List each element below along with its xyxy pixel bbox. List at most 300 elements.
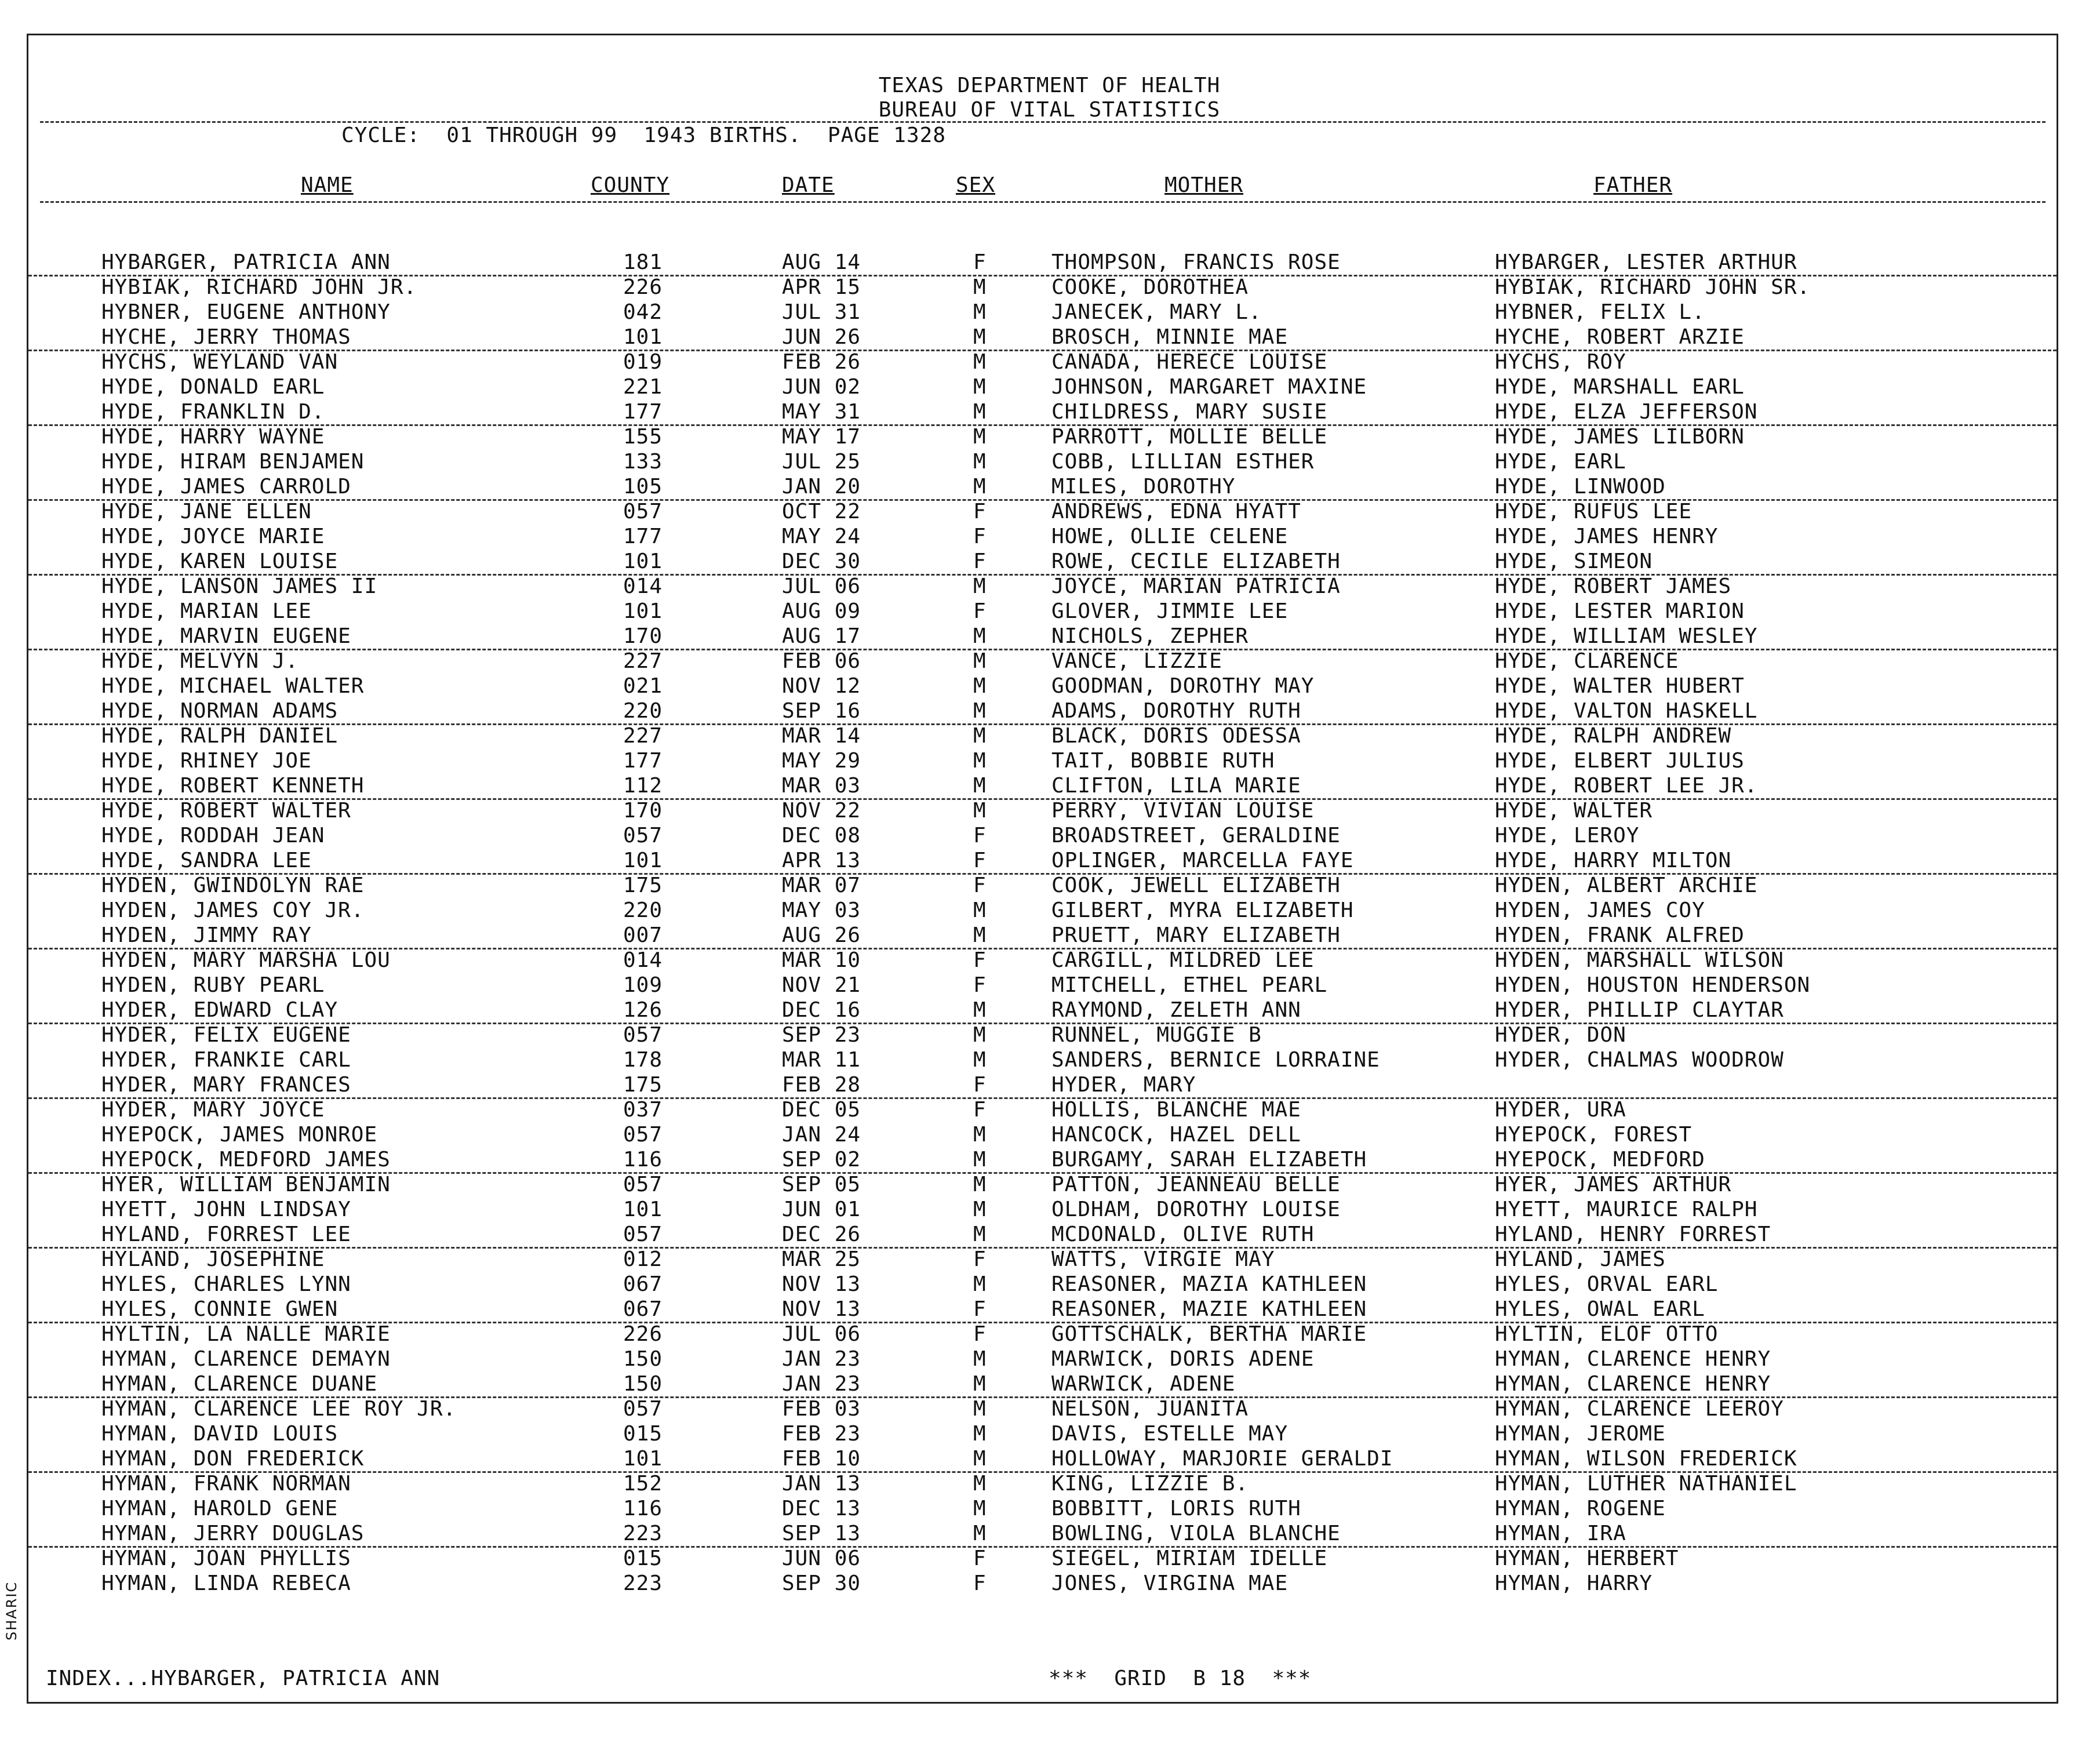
cell-father: HYBNER, FELIX L.: [1495, 300, 1705, 324]
cell-name: HYDE, MARIAN LEE: [101, 599, 312, 623]
cell-sex: M: [973, 300, 987, 324]
cell-name: HYETT, JOHN LINDSAY: [101, 1198, 351, 1221]
cell-mother: ANDREWS, EDNA HYATT: [1051, 500, 1301, 523]
cell-county: 150: [623, 1372, 663, 1396]
cell-name: HYDE, ROBERT WALTER: [101, 799, 351, 823]
cell-county: 150: [623, 1347, 663, 1371]
cell-name: HYMAN, CLARENCE DEMAYN: [101, 1347, 391, 1371]
cell-mother: MILES, DOROTHY: [1051, 475, 1236, 499]
table-row: [28, 549, 2057, 576]
cell-sex: F: [973, 1297, 987, 1321]
cell-date: DEC 13: [782, 1497, 861, 1520]
cell-date: FEB 10: [782, 1447, 861, 1471]
cell-county: 170: [623, 799, 663, 823]
cell-name: HYDE, NORMAN ADAMS: [101, 699, 339, 723]
table-row: [28, 923, 2057, 949]
table-row: [28, 1471, 2057, 1496]
cell-father: HYDE, HARRY MILTON: [1495, 849, 1732, 872]
cell-date: JAN 13: [782, 1472, 861, 1496]
cell-date: SEP 05: [782, 1173, 861, 1196]
cell-mother: ROWE, CECILE ELIZABETH: [1051, 550, 1341, 573]
cell-name: HYDER, EDWARD CLAY: [101, 998, 339, 1022]
cell-father: HYDER, URA: [1495, 1098, 1626, 1122]
cell-name: HYMAN, HAROLD GENE: [101, 1497, 339, 1520]
table-row: [28, 624, 2057, 650]
cell-mother: BURGAMY, SARAH ELIZABETH: [1051, 1148, 1367, 1172]
table-row: [28, 773, 2057, 800]
cell-county: 226: [623, 1322, 663, 1346]
cell-county: 105: [623, 475, 663, 499]
cell-county: 101: [623, 325, 663, 349]
cell-date: OCT 22: [782, 500, 861, 523]
cell-county: 175: [623, 1073, 663, 1097]
cell-name: HYDE, HARRY WAYNE: [101, 425, 325, 449]
cell-mother: HOLLOWAY, MARJORIE GERALDI: [1051, 1447, 1393, 1471]
cell-name: HYBIAK, RICHARD JOHN JR.: [101, 275, 417, 299]
table-row: [28, 798, 2057, 823]
cell-sex: F: [973, 1547, 987, 1570]
cell-sex: M: [973, 1347, 987, 1371]
cell-date: APR 13: [782, 849, 861, 872]
cell-sex: F: [973, 1571, 987, 1595]
cell-date: MAR 25: [782, 1247, 861, 1271]
cell-date: JAN 23: [782, 1347, 861, 1371]
cell-mother: VANCE, LIZZIE: [1051, 649, 1222, 673]
column-header-name: NAME: [301, 173, 354, 197]
cell-date: FEB 26: [782, 350, 861, 374]
cell-mother: WATTS, VIRGIE MAY: [1051, 1247, 1275, 1271]
cycle-line: CYCLE: 01 THROUGH 99 1943 BIRTHS. PAGE 1328: [341, 123, 946, 147]
cell-mother: NICHOLS, ZEPHER: [1051, 624, 1249, 648]
cell-county: 112: [623, 774, 663, 798]
cell-mother: BOWLING, VIOLA BLANCHE: [1051, 1522, 1341, 1545]
cell-mother: WARWICK, ADENE: [1051, 1372, 1236, 1396]
cell-name: HYLES, CONNIE GWEN: [101, 1297, 339, 1321]
cell-father: HYDE, ROBERT LEE JR.: [1495, 774, 1758, 798]
cell-date: JUN 01: [782, 1198, 861, 1221]
cell-mother: SANDERS, BERNICE LORRAINE: [1051, 1048, 1380, 1072]
table-row: [28, 599, 2057, 624]
table-row: [28, 1322, 2057, 1347]
cell-sex: F: [973, 1098, 987, 1122]
cell-sex: M: [973, 1497, 987, 1520]
table-row: [28, 873, 2057, 898]
cell-mother: JONES, VIRGINA MAE: [1051, 1571, 1289, 1595]
table-row: [28, 574, 2057, 599]
cell-sex: M: [973, 749, 987, 773]
cell-date: NOV 12: [782, 674, 861, 698]
cell-father: HYMAN, IRA: [1495, 1522, 1626, 1545]
cell-father: HYDE, JAMES HENRY: [1495, 525, 1719, 548]
table-row: [28, 1097, 2057, 1122]
cell-sex: M: [973, 1148, 987, 1172]
cell-name: HYDE, KAREN LOUISE: [101, 550, 339, 573]
cell-sex: M: [973, 1522, 987, 1545]
cell-name: HYDEN, RUBY PEARL: [101, 973, 325, 997]
cell-name: HYDER, MARY JOYCE: [101, 1098, 325, 1122]
cell-father: HYDE, EARL: [1495, 450, 1626, 474]
cell-sex: F: [973, 1322, 987, 1346]
table-row: [28, 449, 2057, 474]
cell-mother: CHILDRESS, MARY SUSIE: [1051, 400, 1328, 424]
cell-name: HYEPOCK, JAMES MONROE: [101, 1123, 378, 1147]
cell-county: 227: [623, 649, 663, 673]
cell-name: HYDER, FRANKIE CARL: [101, 1048, 351, 1072]
cell-sex: M: [973, 1173, 987, 1196]
table-row: [28, 1247, 2057, 1272]
cell-county: 109: [623, 973, 663, 997]
cell-father: HYLAND, HENRY FORREST: [1495, 1223, 1771, 1246]
cell-county: 223: [623, 1522, 663, 1545]
cell-date: DEC 08: [782, 824, 861, 847]
cell-county: 101: [623, 550, 663, 573]
cell-county: 177: [623, 749, 663, 773]
cell-county: 067: [623, 1272, 663, 1296]
cell-county: 221: [623, 375, 663, 399]
cell-date: MAR 07: [782, 874, 861, 897]
cell-mother: GLOVER, JIMMIE LEE: [1051, 599, 1289, 623]
cell-county: 021: [623, 674, 663, 698]
cell-name: HYEPOCK, MEDFORD JAMES: [101, 1148, 391, 1172]
cell-date: JUN 06: [782, 1547, 861, 1570]
cell-sex: M: [973, 1447, 987, 1471]
cell-date: MAR 10: [782, 948, 861, 972]
cell-name: HYER, WILLIAM BENJAMIN: [101, 1173, 391, 1196]
cell-date: MAY 24: [782, 525, 861, 548]
cell-name: HYDE, JOYCE MARIE: [101, 525, 325, 548]
cell-county: 101: [623, 1447, 663, 1471]
cell-county: 116: [623, 1148, 663, 1172]
cell-county: 178: [623, 1048, 663, 1072]
cell-name: HYDER, MARY FRANCES: [101, 1073, 351, 1097]
cell-county: 116: [623, 1497, 663, 1520]
cell-mother: HYDER, MARY: [1051, 1073, 1196, 1097]
column-header-sex: SEX: [956, 173, 996, 197]
cell-father: HYMAN, HARRY: [1495, 1571, 1653, 1595]
cell-sex: M: [973, 724, 987, 748]
cell-sex: F: [973, 874, 987, 897]
cell-sex: M: [973, 475, 987, 499]
cell-mother: REASONER, MAZIE KATHLEEN: [1051, 1297, 1367, 1321]
cell-father: HYDE, VALTON HASKELL: [1495, 699, 1758, 723]
cell-father: HYDE, LINWOOD: [1495, 475, 1666, 499]
cell-name: HYDE, SANDRA LEE: [101, 849, 312, 872]
column-header-mother: MOTHER: [1164, 173, 1244, 197]
cell-sex: M: [973, 998, 987, 1022]
cell-county: 175: [623, 874, 663, 897]
cell-mother: MITCHELL, ETHEL PEARL: [1051, 973, 1328, 997]
cell-father: HYDE, ELBERT JULIUS: [1495, 749, 1745, 773]
cell-name: HYDER, FELIX EUGENE: [101, 1023, 351, 1047]
cell-county: 226: [623, 275, 663, 299]
cell-date: JUL 06: [782, 1322, 861, 1346]
cell-mother: PARROTT, MOLLIE BELLE: [1051, 425, 1328, 449]
cell-county: 181: [623, 250, 663, 274]
table-row: [28, 973, 2057, 998]
cell-name: HYDE, RALPH DANIEL: [101, 724, 339, 748]
cell-father: HYDEN, JAMES COY: [1495, 898, 1705, 922]
cell-date: NOV 22: [782, 799, 861, 823]
cell-sex: F: [973, 1073, 987, 1097]
cell-county: 126: [623, 998, 663, 1022]
table-row: [28, 1546, 2057, 1571]
cell-mother: BROADSTREET, GERALDINE: [1051, 824, 1341, 847]
cell-mother: KING, LIZZIE B.: [1051, 1472, 1249, 1496]
cell-mother: COBB, LILLIAN ESTHER: [1051, 450, 1315, 474]
index-footer: INDEX...HYBARGER, PATRICIA ANN: [46, 1667, 441, 1690]
table-row: [28, 250, 2057, 277]
cell-name: HYLAND, FORREST LEE: [101, 1223, 351, 1246]
cell-father: HYEPOCK, MEDFORD: [1495, 1148, 1705, 1172]
cell-date: JUN 02: [782, 375, 861, 399]
cell-county: 057: [623, 1123, 663, 1147]
table-row: [28, 948, 2057, 973]
cell-county: 220: [623, 898, 663, 922]
cell-name: HYMAN, CLARENCE LEE ROY JR.: [101, 1397, 457, 1421]
cell-mother: JANECEK, MARY L.: [1051, 300, 1262, 324]
table-row: [28, 1496, 2057, 1521]
cell-father: HYBIAK, RICHARD JOHN SR.: [1495, 275, 1811, 299]
cell-county: 014: [623, 574, 663, 598]
cell-county: 152: [623, 1472, 663, 1496]
cell-father: HYMAN, CLARENCE HENRY: [1495, 1347, 1771, 1371]
cell-mother: HOLLIS, BLANCHE MAE: [1051, 1098, 1301, 1122]
table-row: [28, 898, 2057, 923]
cell-county: 057: [623, 824, 663, 847]
cell-date: JUL 25: [782, 450, 861, 474]
cell-name: HYDEN, GWINDOLYN RAE: [101, 874, 365, 897]
cell-date: JAN 20: [782, 475, 861, 499]
document-frame: [27, 34, 2058, 1704]
cell-county: 170: [623, 624, 663, 648]
cell-sex: M: [973, 774, 987, 798]
cell-name: HYMAN, JOAN PHYLLIS: [101, 1547, 351, 1570]
cell-county: 015: [623, 1422, 663, 1446]
cell-date: APR 15: [782, 275, 861, 299]
cell-father: HYLES, OWAL EARL: [1495, 1297, 1705, 1321]
cell-county: 042: [623, 300, 663, 324]
cell-mother: MARWICK, DORIS ADENE: [1051, 1347, 1315, 1371]
cell-mother: OPLINGER, MARCELLA FAYE: [1051, 849, 1354, 872]
table-row: [28, 424, 2057, 449]
cell-mother: PERRY, VIVIAN LOUISE: [1051, 799, 1315, 823]
header-department: TEXAS DEPARTMENT OF HEALTH: [878, 74, 1221, 97]
table-row: [28, 1371, 2057, 1398]
cell-mother: BOBBITT, LORIS RUTH: [1051, 1497, 1301, 1520]
cell-sex: M: [973, 699, 987, 723]
cell-mother: MCDONALD, OLIVE RUTH: [1051, 1223, 1315, 1246]
cell-name: HYDE, MELVYN J.: [101, 649, 299, 673]
table-row: [28, 1172, 2057, 1197]
cell-date: AUG 26: [782, 923, 861, 947]
cell-date: SEP 30: [782, 1571, 861, 1595]
column-header-date: DATE: [782, 173, 835, 197]
cell-county: 101: [623, 599, 663, 623]
table-row: [28, 1347, 2057, 1371]
cell-mother: JOYCE, MARIAN PATRICIA: [1051, 574, 1341, 598]
cell-name: HYMAN, DAVID LOUIS: [101, 1422, 339, 1446]
cell-name: HYMAN, JERRY DOUGLAS: [101, 1522, 365, 1545]
cell-date: SEP 16: [782, 699, 861, 723]
table-row: [28, 1446, 2057, 1473]
cell-father: HYDEN, MARSHALL WILSON: [1495, 948, 1784, 972]
column-header-county: COUNTY: [591, 173, 670, 197]
cell-name: HYDEN, JAMES COY JR.: [101, 898, 365, 922]
cell-sex: M: [973, 1372, 987, 1396]
cell-father: HYDEN, FRANK ALFRED: [1495, 923, 1745, 947]
cell-date: DEC 30: [782, 550, 861, 573]
cell-mother: BROSCH, MINNIE MAE: [1051, 325, 1289, 349]
cell-date: JUL 31: [782, 300, 861, 324]
cell-father: HYLTIN, ELOF OTTO: [1495, 1322, 1719, 1346]
cell-father: HYDE, WALTER HUBERT: [1495, 674, 1745, 698]
cell-name: HYBARGER, PATRICIA ANN: [101, 250, 391, 274]
cell-father: HYDE, ROBERT JAMES: [1495, 574, 1732, 598]
cell-sex: F: [973, 525, 987, 548]
table-row: [28, 649, 2057, 674]
cell-date: NOV 21: [782, 973, 861, 997]
cell-county: 057: [623, 1173, 663, 1196]
cell-sex: M: [973, 574, 987, 598]
cell-name: HYMAN, DON FREDERICK: [101, 1447, 365, 1471]
cell-sex: M: [973, 799, 987, 823]
cell-mother: HANCOCK, HAZEL DELL: [1051, 1123, 1301, 1147]
cell-mother: DAVIS, ESTELLE MAY: [1051, 1422, 1289, 1446]
cell-date: FEB 28: [782, 1073, 861, 1097]
table-row: [28, 674, 2057, 698]
cell-date: MAR 11: [782, 1048, 861, 1072]
cell-father: HYBARGER, LESTER ARTHUR: [1495, 250, 1797, 274]
cell-mother: CANADA, HERECE LOUISE: [1051, 350, 1328, 374]
cell-mother: PATTON, JEANNEAU BELLE: [1051, 1173, 1341, 1196]
cell-name: HYBNER, EUGENE ANTHONY: [101, 300, 391, 324]
table-row: [28, 1272, 2057, 1297]
header-bureau: BUREAU OF VITAL STATISTICS: [878, 98, 1221, 122]
table-row: [28, 1297, 2057, 1323]
cell-mother: GILBERT, MYRA ELIZABETH: [1051, 898, 1354, 922]
cell-date: MAR 14: [782, 724, 861, 748]
cell-father: HYDEN, HOUSTON HENDERSON: [1495, 973, 1811, 997]
table-row: [28, 1122, 2057, 1147]
cell-sex: M: [973, 425, 987, 449]
cell-name: HYLAND, JOSEPHINE: [101, 1247, 325, 1271]
cell-mother: RAYMOND, ZELETH ANN: [1051, 998, 1301, 1022]
cell-mother: GOODMAN, DOROTHY MAY: [1051, 674, 1315, 698]
cell-county: 057: [623, 1023, 663, 1047]
cell-sex: F: [973, 973, 987, 997]
cell-name: HYCHS, WEYLAND VAN: [101, 350, 339, 374]
cell-father: HYLES, ORVAL EARL: [1495, 1272, 1719, 1296]
cell-sex: M: [973, 1123, 987, 1147]
cell-father: HYMAN, ROGENE: [1495, 1497, 1666, 1520]
cell-date: MAY 31: [782, 400, 861, 424]
table-row: [28, 1023, 2057, 1047]
cell-date: AUG 17: [782, 624, 861, 648]
table-row: [28, 1047, 2057, 1072]
cell-sex: F: [973, 500, 987, 523]
cell-sex: M: [973, 674, 987, 698]
cell-sex: M: [973, 1223, 987, 1246]
cell-sex: M: [973, 898, 987, 922]
cell-father: HYDER, CHALMAS WOODROW: [1495, 1048, 1784, 1072]
cell-county: 227: [623, 724, 663, 748]
cell-mother: COOK, JEWELL ELIZABETH: [1051, 874, 1341, 897]
table-row: [28, 325, 2057, 351]
cell-sex: F: [973, 599, 987, 623]
cell-sex: M: [973, 923, 987, 947]
cell-date: AUG 14: [782, 250, 861, 274]
cell-date: MAR 03: [782, 774, 861, 798]
cell-date: DEC 05: [782, 1098, 861, 1122]
cell-mother: BLACK, DORIS ODESSA: [1051, 724, 1301, 748]
cell-mother: SIEGEL, MIRIAM IDELLE: [1051, 1547, 1328, 1570]
cell-date: MAY 17: [782, 425, 861, 449]
cell-father: HYLAND, JAMES: [1495, 1247, 1666, 1271]
cell-sex: M: [973, 1397, 987, 1421]
cell-mother: CARGILL, MILDRED LEE: [1051, 948, 1315, 972]
cell-name: HYLES, CHARLES LYNN: [101, 1272, 351, 1296]
cell-sex: M: [973, 649, 987, 673]
cell-sex: M: [973, 1198, 987, 1221]
cell-mother: THOMPSON, FRANCIS ROSE: [1051, 250, 1341, 274]
cell-date: JUL 06: [782, 574, 861, 598]
cell-date: FEB 23: [782, 1422, 861, 1446]
table-row: [28, 1222, 2057, 1249]
cell-sex: M: [973, 1422, 987, 1446]
cell-name: HYDE, LANSON JAMES II: [101, 574, 378, 598]
cell-county: 037: [623, 1098, 663, 1122]
cell-county: 057: [623, 1223, 663, 1246]
cell-father: HYER, JAMES ARTHUR: [1495, 1173, 1732, 1196]
cell-sex: F: [973, 849, 987, 872]
cell-county: 101: [623, 849, 663, 872]
cell-name: HYMAN, FRANK NORMAN: [101, 1472, 351, 1496]
cell-sex: F: [973, 1247, 987, 1271]
cell-name: HYDE, FRANKLIN D.: [101, 400, 325, 424]
cell-father: HYMAN, CLARENCE HENRY: [1495, 1372, 1771, 1396]
cell-county: 177: [623, 525, 663, 548]
cell-name: HYMAN, CLARENCE DUANE: [101, 1372, 378, 1396]
cell-name: HYMAN, LINDA REBECA: [101, 1571, 351, 1595]
cell-father: HYDE, SIMEON: [1495, 550, 1653, 573]
table-row: [28, 1396, 2057, 1421]
table-row: [28, 998, 2057, 1024]
cell-date: FEB 06: [782, 649, 861, 673]
cell-father: HYDE, ELZA JEFFERSON: [1495, 400, 1758, 424]
cell-date: FEB 03: [782, 1397, 861, 1421]
cell-name: HYLTIN, LA NALLE MARIE: [101, 1322, 391, 1346]
table-row: [28, 1072, 2057, 1099]
cell-father: HYCHE, ROBERT ARZIE: [1495, 325, 1745, 349]
cell-sex: M: [973, 624, 987, 648]
cell-name: HYDE, ROBERT KENNETH: [101, 774, 365, 798]
cell-date: MAY 03: [782, 898, 861, 922]
cell-name: HYDE, RHINEY JOE: [101, 749, 312, 773]
cell-father: HYDER, PHILLIP CLAYTAR: [1495, 998, 1784, 1022]
cell-sex: F: [973, 824, 987, 847]
cell-date: MAY 29: [782, 749, 861, 773]
cell-sex: M: [973, 375, 987, 399]
cell-name: HYDE, MARVIN EUGENE: [101, 624, 351, 648]
table-row: [28, 499, 2057, 524]
cell-county: 014: [623, 948, 663, 972]
cell-father: HYMAN, JEROME: [1495, 1422, 1666, 1446]
cell-sex: M: [973, 275, 987, 299]
cell-father: HYCHS, ROY: [1495, 350, 1626, 374]
cell-name: HYDE, JAMES CARROLD: [101, 475, 351, 499]
cell-father: HYDE, WILLIAM WESLEY: [1495, 624, 1758, 648]
cell-mother: OLDHAM, DOROTHY LOUISE: [1051, 1198, 1341, 1221]
